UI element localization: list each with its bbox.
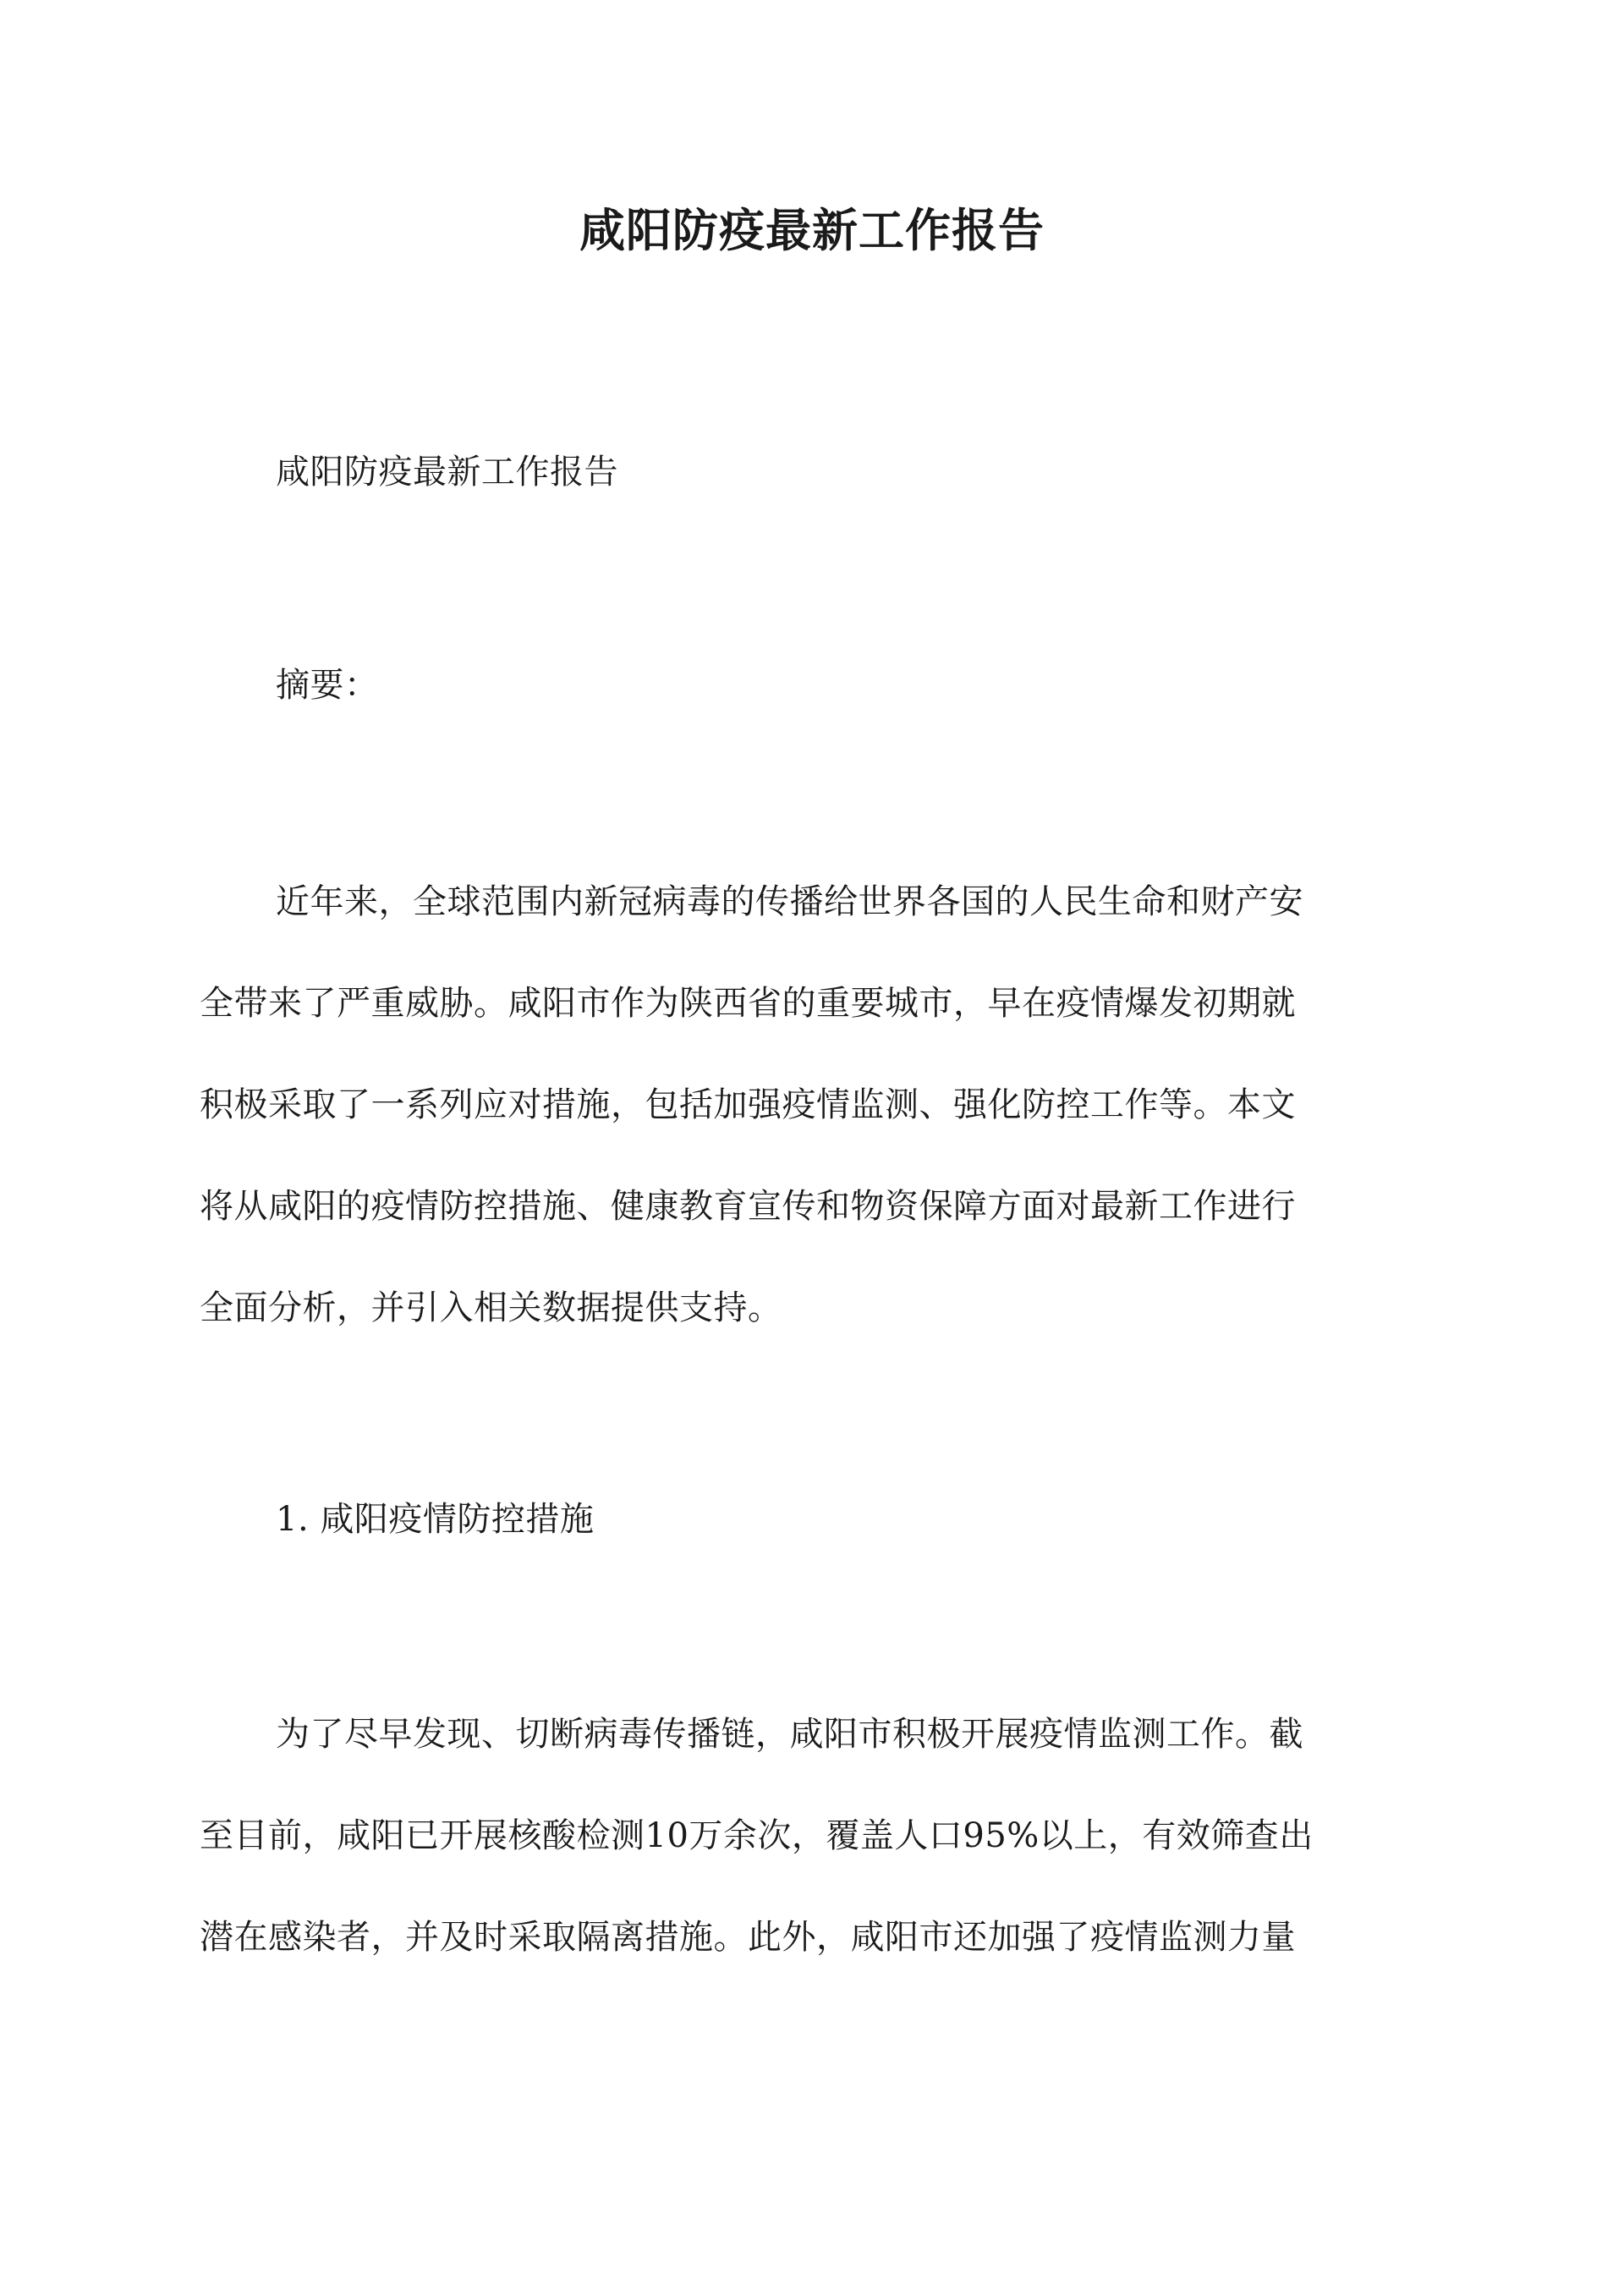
intro-paragraph-line: 将从咸阳的疫情防控措施、健康教育宣传和物资保障方面对最新工作进行 [200, 1187, 1296, 1226]
section-1-paragraph-line: 至目前，咸阳已开展核酸检测10万余次，覆盖人口95%以上，有效筛查出 [200, 1816, 1314, 1855]
section-1-heading: 1. 咸阳疫情防控措施 [276, 1500, 595, 1539]
document-title: 咸阳防疫最新工作报告 [579, 203, 1045, 257]
intro-paragraph-line: 近年来，全球范围内新冠病毒的传播给世界各国的人民生命和财产安 [276, 882, 1303, 921]
abstract-heading: 摘要： [276, 666, 379, 705]
section-1-paragraph-line: 为了尽早发现、切断病毒传播链，咸阳市积极开展疫情监测工作。截 [276, 1715, 1303, 1754]
intro-paragraph-line: 全带来了严重威胁。咸阳市作为陕西省的重要城市，早在疫情爆发初期就 [200, 984, 1296, 1023]
intro-paragraph-line: 积极采取了一系列应对措施，包括加强疫情监测、强化防控工作等。本文 [200, 1085, 1296, 1124]
document-subtitle: 咸阳防疫最新工作报告 [276, 453, 618, 492]
intro-paragraph-line: 全面分析，并引入相关数据提供支持。 [200, 1288, 782, 1327]
section-1-paragraph-line: 潜在感染者，并及时采取隔离措施。此外，咸阳市还加强了疫情监测力量 [200, 1918, 1296, 1957]
